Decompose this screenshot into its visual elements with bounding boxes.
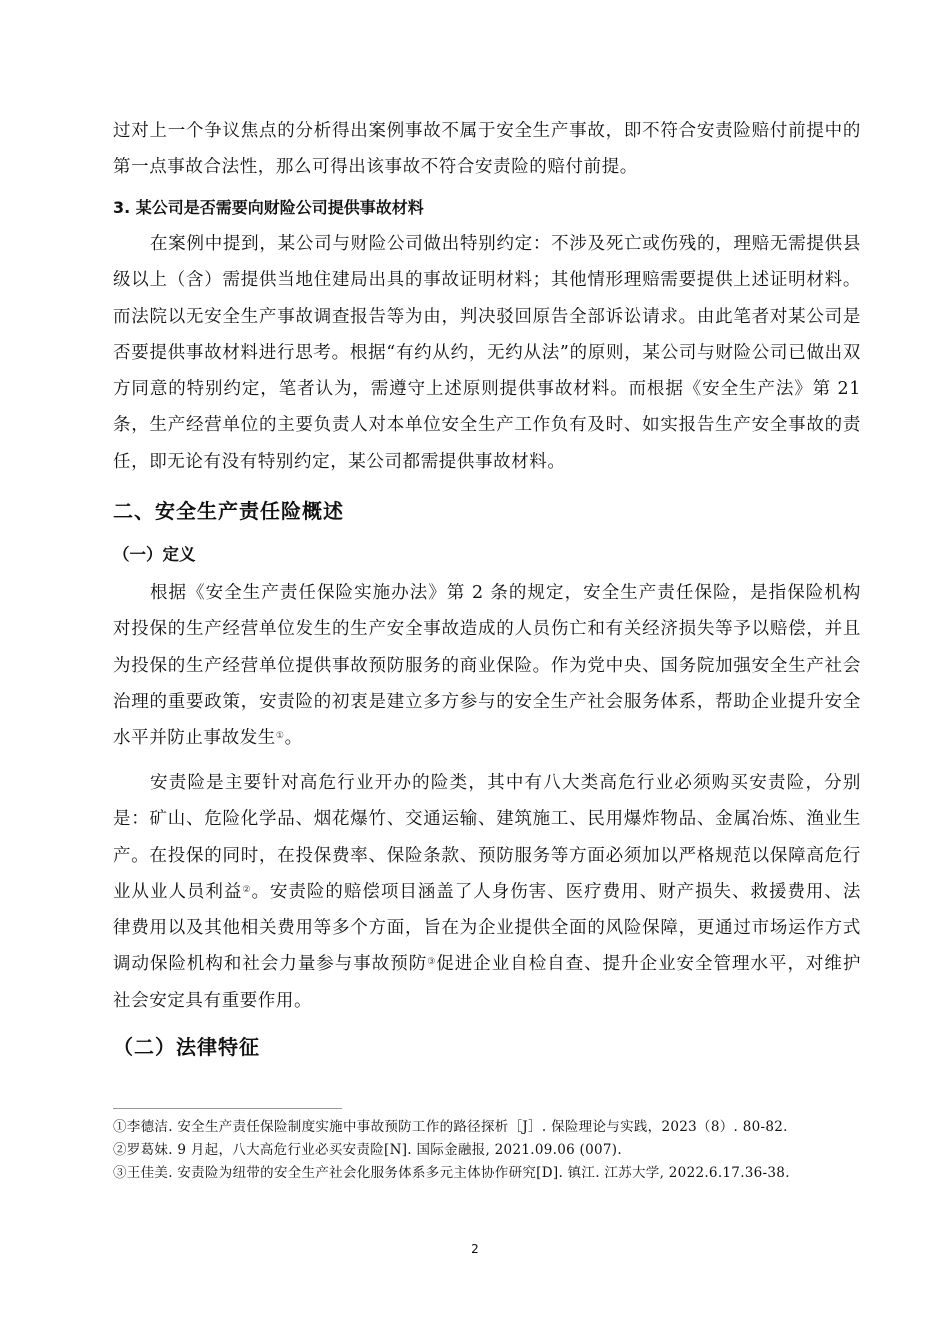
paragraph-case: 在案例中提到，某公司与财险公司做出特别约定：不涉及死亡或伤残的，理赔无需提供县级以上（含）需提供当地住建局出具的事故证明材料；其他情形理赔需要提供上述证明材料。而法院以无安全生产事故调查报告等为由，判决驳回原告全部诉讼请求。由此笔者对某公司是否要提供事故材料进行思考。根据“有约从约，无约从法”的原则，某公司与财险公司已做出双方同意的特别约定，笔者认为，需遵守上述原则提供事故材料。而根据《安全生产法》第 21 条，生产经营单位的主要负责人对本单位安全生产工作负有及时、如实报告生产安全事故的责任，即无论有没有特别约定，某公司都需提供事故材料。 — [113, 234, 861, 472]
subsection-title-legal-features: （二）法律特征 — [113, 1035, 260, 1059]
definition-text: 根据《安全生产责任保险实施办法》第 2 条的规定，安全生产责任保险，是指保险机构对投保的生产经营单位发生的生产安全事故造成的人员伤亡和有关经济损失等予以赔偿，并且为投保的生产经营单位提供事故预防服务的商业保险。作为党中央、国务院加强安全生产社会治理的重要政策，安责险的初衷是建立多方参与的安全生产社会服务体系，帮助企业提升安全水平并防止事故发生 — [113, 583, 861, 749]
types-text-b: 。安责险的赔偿项目涵盖了人身伤害、医疗费用、财产损失、救援费用、法律费用以及其他相关费用等多个方面，旨在为企业提供全面的风险保障，更通过市场运作方式调动保险机构和社会力量参与事故预防 — [113, 881, 862, 975]
page-number: 2 — [471, 1242, 479, 1256]
paragraph-intro: 过对上一个争议焦点的分析得出案例事故不属于安全生产事故，即不符合安责险赔付前提中的第一点事故合法性，那么可得出该事故不符合安责险的赔付前提。 — [113, 121, 861, 178]
paragraph-definition — [113, 575, 861, 756]
footnote-1: ①李德洁. 安全生产责任保险制度实施中事故预防工作的路径探析［J］. 保险理论与实践，2023（8）. 80-82. — [113, 1119, 788, 1135]
footnotes — [113, 1116, 861, 1185]
footnote-3: ③王佳美. 安责险为纽带的安全生产社会化服务体系多元主体协作研究[D]. 镇江. 江苏大学, 2022.6.17.36-38. — [113, 1165, 790, 1181]
footnote-ref-2: ② — [242, 884, 252, 895]
section-title-overview: 二、安全生产责任险概述 — [113, 499, 344, 523]
subsection-title-definition: （一）定义 — [113, 545, 196, 564]
heading-question-3: 3. 某公司是否需要向财险公司提供事故材料 — [113, 198, 424, 217]
footnote-ref-3: ③ — [427, 957, 437, 968]
footnote-2: ②罗葛妹. 9 月起，八大高危行业必买安责险[N]. 国际金融报, 2021.09.06 (007). — [113, 1142, 622, 1158]
types-text-c: 促进企业自检自查、提升企业安全管理水平，对维护社会安定具有重要作用。 — [113, 954, 862, 1011]
footnote-ref-1: ① — [275, 731, 285, 742]
footnote-separator — [113, 1108, 342, 1109]
paragraph-industry-types — [113, 765, 861, 1019]
types-text-a: 安责险是主要针对高危行业开办的险类，其中有八大类高危行业必须购买安责险，分别是：矿山、危险化学品、烟花爆竹、交通运输、建筑施工、民用爆炸物品、金属冶炼、渔业生产。在投保的同时，在投保费率、保险条款、预防服务等方面必须加以严格规范以保障高危行业从业人员利益 — [113, 773, 861, 902]
definition-end: 。 — [284, 728, 303, 749]
